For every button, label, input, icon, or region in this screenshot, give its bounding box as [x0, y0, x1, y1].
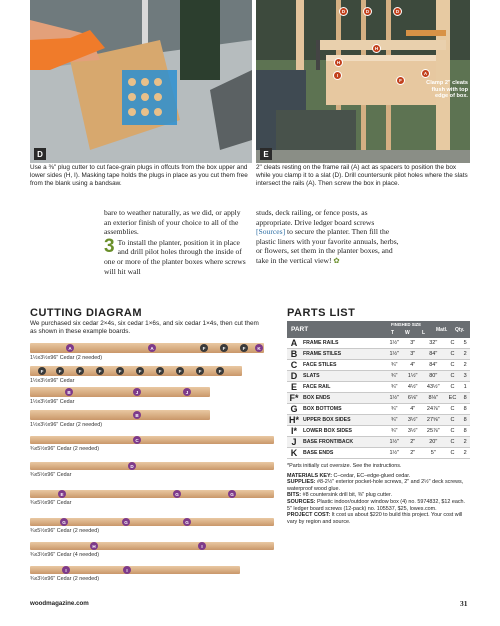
part-tag: G	[173, 490, 181, 498]
part-name: LOWER BOX SIDES	[301, 426, 385, 437]
part-name: BASE FRONT/BACK	[301, 437, 385, 448]
caption-e: 2" cleats resting on the frame rail (A) act as spacers to position the box while you clamp it to a slat (D). Drill countersunk pilot holes where the slats intersect the rails (A). Then screw the box in place.	[256, 164, 468, 188]
part-length: 8⅛"	[422, 393, 445, 404]
board-label: 1½x3½x96" Cedar (2 needed)	[30, 422, 103, 428]
part-name: FRAME RAILS	[301, 338, 385, 349]
board-label: 1½x3½x96" Cedar	[30, 378, 75, 384]
part-quantity: 2	[460, 349, 470, 360]
part-width: 6⅛"	[403, 393, 421, 404]
part-tag: A	[66, 344, 74, 352]
supplies: SUPPLIES: #8-2½" exterior pocket-hole screws, 2" and 2½" deck screws, waterproof wood glue.	[287, 479, 464, 492]
part-tag: I	[198, 542, 206, 550]
bandsaw-photo	[30, 0, 252, 163]
part-tag: B	[133, 411, 141, 419]
col1-lead: bare to weather naturally, as we did, or apply an exterior finish of your choice to all of the assemblies.	[104, 208, 241, 237]
end-mark-icon: ✿	[333, 255, 340, 265]
header-t: T	[391, 330, 395, 336]
part-quantity: 2	[460, 448, 470, 459]
part-tag: F	[116, 367, 124, 375]
part-tag: J	[133, 388, 141, 396]
cutting-board	[30, 462, 274, 470]
part-material: C	[445, 371, 461, 382]
part-length: 43½"	[422, 382, 445, 393]
part-width: 2"	[403, 437, 421, 448]
cutting-board	[30, 410, 210, 420]
part-name: UPPER BOX SIDES	[301, 415, 385, 426]
part-name: BOX BOTTOMS	[301, 404, 385, 415]
part-width: 4"	[403, 360, 421, 371]
part-thickness: ¾"	[385, 404, 403, 415]
table-row	[287, 415, 470, 426]
part-letter: I*	[287, 426, 301, 437]
part-material: C	[445, 404, 461, 415]
part-tag: H	[90, 542, 98, 550]
callout-d-3: D	[393, 7, 402, 16]
part-length: 32"	[422, 338, 445, 349]
part-material: C	[445, 338, 461, 349]
board-label: ¾x5½x96" Cedar (2 needed)	[30, 528, 100, 534]
photo-d	[30, 0, 252, 163]
board-label: ¾x5½x96" Cedar	[30, 472, 72, 478]
part-length: 84"	[422, 360, 445, 371]
header-part: PART	[291, 326, 309, 333]
parts-list-header	[287, 321, 470, 338]
part-material: C	[445, 382, 461, 393]
project-cost: PROJECT COST: It cost us about $220 to build this project. Your cost will vary by region and source.	[287, 512, 463, 525]
table-row	[287, 338, 470, 349]
part-length: 20"	[422, 437, 445, 448]
part-thickness: 1½"	[385, 448, 403, 459]
part-width: 4½"	[403, 382, 421, 393]
part-quantity: 1	[460, 382, 470, 393]
table-row	[287, 349, 470, 360]
part-material: EC	[445, 393, 461, 404]
cutting-diagram-title: CUTTING DIAGRAM	[30, 307, 142, 319]
part-name: BOX ENDS	[301, 393, 385, 404]
part-material: C	[445, 448, 461, 459]
part-thickness: ¾"	[385, 415, 403, 426]
callout-f: F	[396, 76, 405, 85]
callout-a: A	[421, 69, 430, 78]
header-w: W	[405, 330, 410, 336]
table-row	[287, 382, 470, 393]
part-tag: I	[62, 566, 70, 574]
article-col-1	[104, 208, 248, 276]
part-tag: F	[56, 367, 64, 375]
part-thickness: ¾"	[385, 426, 403, 437]
part-tag: D	[128, 462, 136, 470]
part-material: C	[445, 349, 461, 360]
part-letter: A	[287, 338, 301, 349]
footnote: *Parts initially cut oversize. See the instructions.	[287, 463, 402, 469]
part-tag: F	[96, 367, 104, 375]
part-tag: F	[216, 367, 224, 375]
part-quantity: 8	[460, 415, 470, 426]
table-row	[287, 371, 470, 382]
board-label: ¾x5½x96" Cedar	[30, 500, 72, 506]
part-tag: G	[183, 518, 191, 526]
part-tag: G	[122, 518, 130, 526]
part-tag: F	[196, 367, 204, 375]
parts-list	[287, 321, 470, 525]
part-quantity: 3	[460, 371, 470, 382]
footer-site[interactable]: woodmagazine.com	[30, 600, 89, 607]
cutting-board	[30, 490, 274, 498]
part-material: C	[445, 415, 461, 426]
part-quantity: 2	[460, 437, 470, 448]
col2-part1: studs, deck railing, or fence posts, as appropriate. Drive ledger board screws	[256, 208, 375, 227]
header-finished-size: FINISHED SIZE	[391, 322, 422, 327]
photo-e	[256, 0, 470, 163]
table-row	[287, 426, 470, 437]
callout-d-1: D	[339, 7, 348, 16]
part-thickness: ¾"	[385, 360, 403, 371]
part-width: 4"	[403, 404, 421, 415]
part-length: 5"	[422, 448, 445, 459]
part-thickness: 1½"	[385, 349, 403, 360]
part-quantity: 8	[460, 393, 470, 404]
table-row	[287, 393, 470, 404]
callout-i: I	[333, 71, 342, 80]
part-quantity: 8	[460, 426, 470, 437]
table-row	[287, 448, 470, 459]
part-material: C	[445, 426, 461, 437]
part-length: 24⅞"	[422, 404, 445, 415]
cutting-board	[30, 542, 274, 550]
part-length: 80"	[422, 371, 445, 382]
board-label: 1½x3½x96" Cedar	[30, 399, 75, 405]
part-thickness: ¾"	[385, 382, 403, 393]
board-label: ¾x3½x96" Cedar (2 needed)	[30, 576, 100, 582]
col2-part2: to secure the planter. Then fill the plastic liners with your favorite annuals, herbs, or flowers, set them in the planter boxes, and take in the vertical view!	[256, 227, 399, 265]
part-tag: B	[65, 388, 73, 396]
part-name: FACE STILES	[301, 360, 385, 371]
bits: BITS: #8 countersink drill bit, ⅜" plug cutter.	[287, 492, 392, 499]
part-letter: B	[287, 349, 301, 360]
sources-link[interactable]: [Sources]	[256, 227, 286, 237]
page-number: 31	[460, 599, 468, 608]
part-tag: F	[200, 344, 208, 352]
part-letter: E	[287, 382, 301, 393]
part-tag: F	[220, 344, 228, 352]
part-name: BASE ENDS	[301, 448, 385, 459]
part-tag: F	[38, 367, 46, 375]
part-tag: A	[148, 344, 156, 352]
part-quantity: 2	[460, 360, 470, 371]
part-letter: J	[287, 437, 301, 448]
part-letter: C	[287, 360, 301, 371]
part-tag: F	[136, 367, 144, 375]
callout-h-1: H	[372, 44, 381, 53]
part-width: 3½"	[403, 426, 421, 437]
part-letter: K	[287, 448, 301, 459]
parts-table	[287, 338, 470, 459]
part-thickness: ¾"	[385, 371, 403, 382]
parts-notes	[287, 463, 470, 525]
part-length: 84"	[422, 349, 445, 360]
part-tag: I	[123, 566, 131, 574]
photo-letter-d: D	[34, 148, 46, 160]
clamp-note: Clamp 2" cleats flush with top edge of box.	[426, 80, 468, 100]
part-tag: F	[176, 367, 184, 375]
part-quantity: 5	[460, 338, 470, 349]
part-tag: C	[133, 436, 141, 444]
part-tag: F	[156, 367, 164, 375]
part-material: C	[445, 437, 461, 448]
sources: SOURCES: Plastic indoor/outdoor window box (4) no. 5974832, $12 each. 5" ledger board screws (12-pack) no. 105537, $25, lowes.com.	[287, 498, 466, 512]
part-thickness: 1½"	[385, 338, 403, 349]
part-quantity: 8	[460, 404, 470, 415]
table-row	[287, 404, 470, 415]
header-qty: Qty.	[455, 327, 465, 333]
materials-key: MATERIALS KEY: C–cedar, EC–edge-glued cedar.	[287, 472, 411, 479]
part-tag: G	[228, 490, 236, 498]
caption-d: Use a ⅜" plug cutter to cut face-grain plugs in offcuts from the box upper and lower sides (H, I). Masking tape holds the plugs in place as you cut them free from the blank using a bandsaw.	[30, 164, 248, 188]
board-label: 1½x3½x96" Cedar (2 needed)	[30, 355, 103, 361]
part-name: FRAME STILES	[301, 349, 385, 360]
header-l: L	[422, 330, 426, 336]
part-material: C	[445, 360, 461, 371]
cutting-board	[30, 436, 274, 444]
col1-step: To install the planter, position it in place and drill pilot holes through the inside of one or more of the planter boxes where screws will hit wall	[104, 237, 246, 276]
header-matl: Matl.	[436, 327, 448, 333]
part-width: 1½"	[403, 371, 421, 382]
part-length: 27⅝"	[422, 415, 445, 426]
table-row	[287, 360, 470, 371]
part-tag: K	[255, 344, 263, 352]
part-letter: H*	[289, 415, 300, 425]
cutting-diagram-intro: We purchased six cedar 2×4s, six cedar 1×6s, and six cedar 1×4s, then cut them as shown in these example boards.	[30, 320, 259, 335]
part-thickness: 1½"	[385, 437, 403, 448]
part-width: 3½"	[403, 415, 421, 426]
part-length: 25⅞"	[422, 426, 445, 437]
callout-d-2: D	[363, 7, 372, 16]
board-label: ¾x5½x96" Cedar (2 needed)	[30, 446, 100, 452]
table-row	[287, 437, 470, 448]
part-thickness: 1½"	[385, 393, 403, 404]
part-width: 3"	[403, 338, 421, 349]
part-tag: G	[60, 518, 68, 526]
part-tag: F	[240, 344, 248, 352]
part-width: 3"	[403, 349, 421, 360]
part-letter: F*	[287, 393, 301, 404]
part-letter: G	[287, 404, 301, 415]
part-letter: D	[287, 371, 301, 382]
photo-letter-e: E	[260, 148, 272, 160]
part-name: SLATS	[301, 371, 385, 382]
part-tag: F	[76, 367, 84, 375]
parts-list-title: PARTS LIST	[287, 307, 356, 319]
cutting-diagram	[30, 340, 275, 615]
part-tag: E	[58, 490, 66, 498]
part-name: FACE RAIL	[301, 382, 385, 393]
part-width: 2"	[403, 448, 421, 459]
step-number: 3	[104, 235, 115, 257]
callout-h-2: H	[334, 58, 343, 67]
part-tag: J	[183, 388, 191, 396]
article-col-2	[256, 208, 402, 266]
board-label: ¾x3½x96" Cedar (4 needed)	[30, 552, 100, 558]
